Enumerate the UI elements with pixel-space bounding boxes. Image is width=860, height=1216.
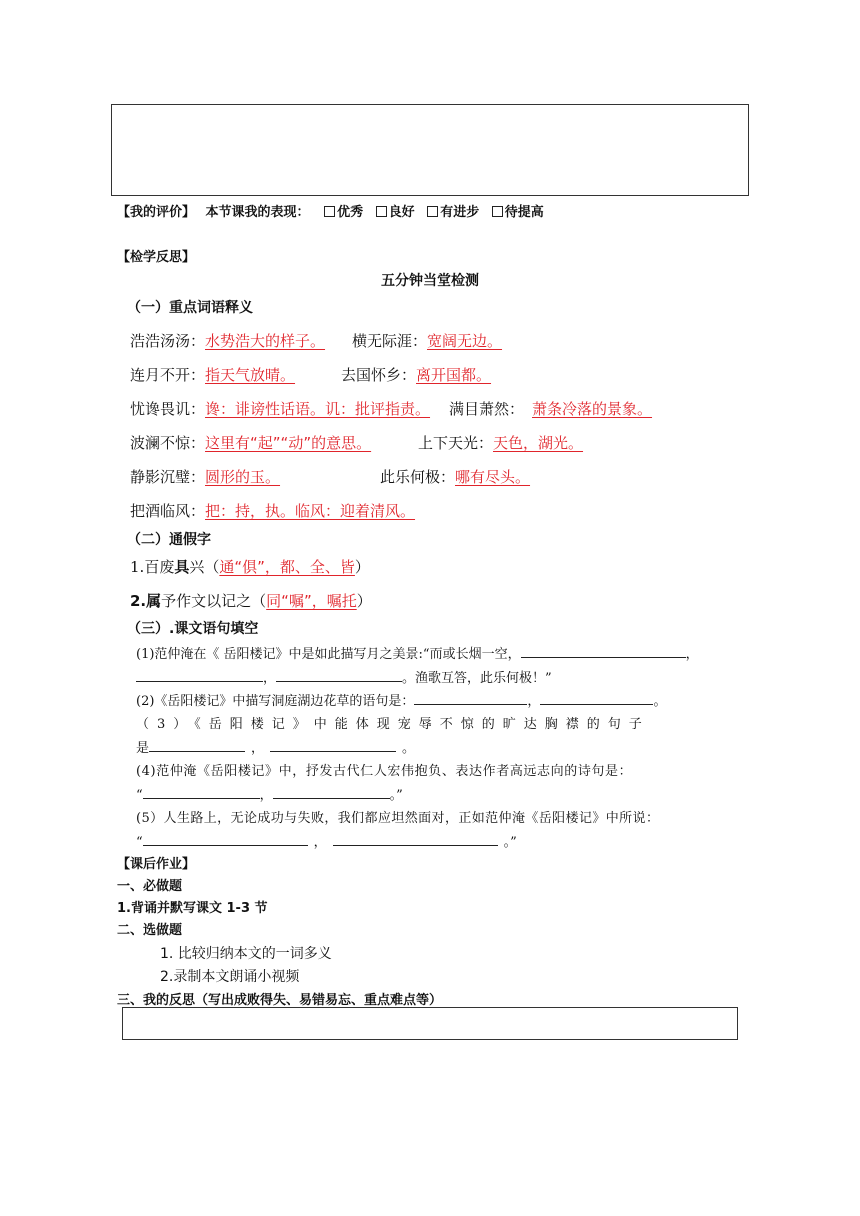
homework-required-item: 1.背诵并默写课文 1-3 节 xyxy=(117,901,268,916)
checkbox-icon[interactable] xyxy=(427,206,438,217)
homework-heading: 【课后作业】 xyxy=(117,857,196,872)
fill-q5-line2: “ ， 。” xyxy=(136,831,517,850)
fill-q3-line1: （3）《岳阳楼记》中能体现宠辱不惊的旷达胸襟的句子 xyxy=(136,717,650,732)
blank-field[interactable] xyxy=(521,643,686,658)
blank-field[interactable] xyxy=(333,831,498,846)
homework-required: 一、必做题 xyxy=(117,879,183,894)
term-row-2b: 去国怀乡：离开国都。 xyxy=(341,366,492,384)
fill-q4-line1: (4)范仲淹《岳阳楼记》中，抒发古代仁人宏伟抱负、表达作者高远志向的诗句是： xyxy=(136,764,633,779)
blank-field[interactable] xyxy=(540,690,653,705)
homework-optional: 二、选做题 xyxy=(117,923,183,938)
blank-field[interactable] xyxy=(276,667,402,682)
blank-field[interactable] xyxy=(414,690,527,705)
fill-q1-line2: ， 。渔歌互答，此乐何极！” xyxy=(136,667,552,686)
evaluation-label: 【我的评价】 xyxy=(117,205,196,220)
checkbox-icon[interactable] xyxy=(376,206,387,217)
evaluation-prompt: 本节课我的表现： xyxy=(205,205,310,220)
blank-field[interactable] xyxy=(143,831,308,846)
blank-field[interactable] xyxy=(136,667,263,682)
option-good[interactable]: 良好 xyxy=(376,205,415,220)
blank-field[interactable] xyxy=(270,737,396,752)
term-row-1: 浩浩汤汤：水势浩大的样子。 xyxy=(130,332,326,350)
fill-q1-line1: (1)范仲淹在《 岳阳楼记》中是如此描写月之美景:“而或长烟一空， ， xyxy=(136,643,699,662)
section1-heading: （一）重点词语释义 xyxy=(127,300,253,316)
fill-q3-line2: 是 ， 。 xyxy=(136,737,415,756)
section2-heading: （二）通假字 xyxy=(127,532,211,548)
term-row-5: 静影沉璧：圆形的玉。 xyxy=(130,468,281,486)
page-title: 五分钟当堂检测 xyxy=(381,273,479,289)
blank-field[interactable] xyxy=(273,784,390,799)
top-answer-box xyxy=(111,104,749,196)
fill-q5-line1: (5）人生路上，无论成功与失败，我们都应坦然面对，正如范仲淹《岳阳楼记》中所说： xyxy=(136,811,660,826)
term-row-4b: 上下天光：天色，湖光。 xyxy=(418,434,584,452)
section3-heading: （三）.课文语句填空 xyxy=(127,621,259,637)
tongjia-item-1: 1.百废具兴（通“俱”，都、全、皆） xyxy=(130,558,370,576)
reflection-box[interactable] xyxy=(122,1007,738,1040)
blank-field[interactable] xyxy=(143,784,260,799)
checkbox-icon[interactable] xyxy=(492,206,503,217)
term-row-3: 忧谗畏讥：谗：诽谤性话语。讥：批评指责。 xyxy=(130,400,431,418)
term-row-6: 把酒临风：把：持，执。临风：迎着清风。 xyxy=(130,502,416,520)
self-evaluation-row xyxy=(117,201,552,220)
blank-field[interactable] xyxy=(149,737,245,752)
option-improve[interactable]: 待提高 xyxy=(492,205,544,220)
fill-q4-line2: “ ， 。” xyxy=(136,784,403,803)
homework-optional-item-1: 1. 比较归纳本文的一词多义 xyxy=(160,946,332,962)
my-reflection-heading: 三、我的反思（写出成败得失、易错易忘、重点难点等） xyxy=(117,993,443,1008)
fill-q2: (2)《岳阳楼记》中描写洞庭湖边花草的语句是： ， 。 xyxy=(136,690,666,709)
option-progress[interactable]: 有进步 xyxy=(427,205,479,220)
tongjia-item-2: 2.属予作文以记之（同“嘱”，嘱托） xyxy=(130,592,372,610)
term-row-4: 波澜不惊：这里有“起”“动”的意思。 xyxy=(130,434,372,452)
term-row-1b: 横无际涯：宽阔无边。 xyxy=(352,332,503,350)
option-excellent[interactable]: 优秀 xyxy=(324,205,363,220)
term-row-2: 连月不开：指天气放晴。 xyxy=(130,366,296,384)
checkbox-icon[interactable] xyxy=(324,206,335,217)
homework-optional-item-2: 2.录制本文朗诵小视频 xyxy=(160,969,300,985)
reflection-heading: 【检学反思】 xyxy=(117,250,196,265)
term-row-3b: 满目萧然： 萧条冷落的景象。 xyxy=(449,400,653,418)
term-row-5b: 此乐何极：哪有尽头。 xyxy=(380,468,531,486)
